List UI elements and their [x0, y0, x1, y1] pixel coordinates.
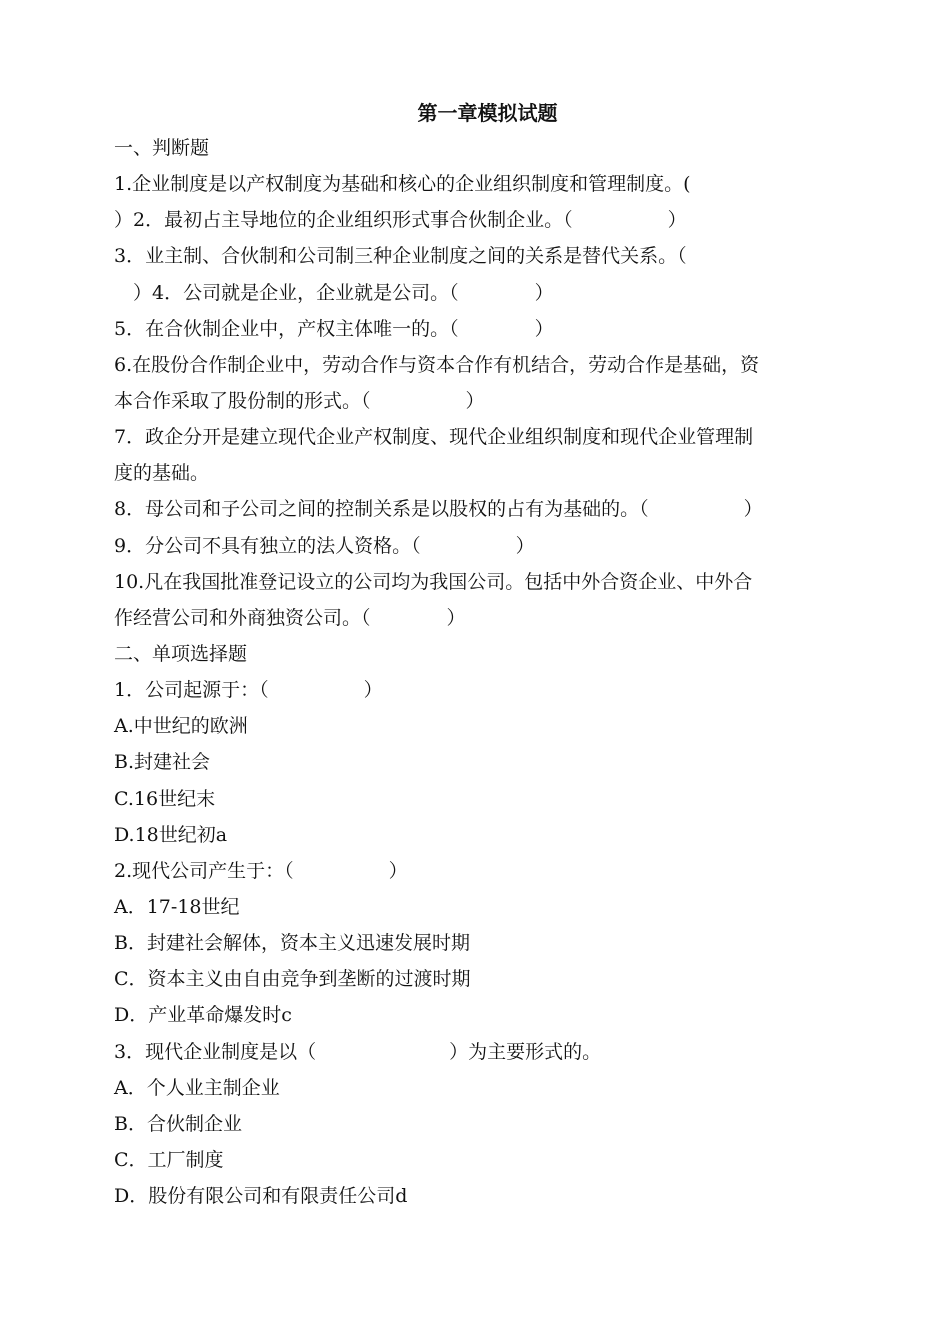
- question-line: 10.凡在我国批准登记设立的公司均为我国公司。包括中外合资企业、中外合: [114, 570, 753, 593]
- question-line: 2.现代公司产生于：（ ）: [114, 859, 408, 882]
- question-line: 5．在合伙制企业中，产权主体唯一的。（ ）: [114, 317, 554, 340]
- question-line: 3．现代企业制度是以（ ）为主要形式的。: [114, 1040, 602, 1063]
- question-line: 1.企业制度是以产权制度为基础和核心的企业组织制度和管理制度。(: [114, 173, 691, 196]
- question-line: ）2．最初占主导地位的企业组织形式事合伙制企业。（ ）: [114, 209, 687, 232]
- question-line: 1．公司起源于：（ ）: [114, 679, 383, 702]
- answer-option: B.封建社会: [114, 751, 211, 774]
- answer-option: B．封建社会解体，资本主义迅速发展时期: [114, 932, 470, 955]
- question-line: 7．政企分开是建立现代企业产权制度、现代企业组织制度和现代企业管理制: [114, 426, 754, 449]
- question-line: ）4．公司就是企业，企业就是公司。（ ）: [114, 281, 554, 304]
- answer-option: A．个人业主制企业: [114, 1076, 280, 1099]
- answer-option: B．合伙制企业: [114, 1112, 242, 1135]
- answer-option: C.16世纪末: [114, 787, 216, 810]
- question-line: 9．分公司不具有独立的法人资格。（ ）: [114, 534, 535, 557]
- question-line: 8．母公司和子公司之间的控制关系是以股权的占有为基础的。（ ）: [114, 498, 763, 521]
- page-title: 第一章模拟试题: [417, 101, 558, 125]
- answer-option: D．产业革命爆发时c: [114, 1004, 292, 1027]
- answer-option: A．17-18世纪: [114, 895, 240, 918]
- section-heading-true-false: 一、判断题: [114, 137, 210, 159]
- question-line: 度的基础。: [114, 462, 210, 485]
- answer-option: C．工厂制度: [114, 1148, 224, 1171]
- question-line: 本合作采取了股份制的形式。（ ）: [114, 389, 485, 412]
- section-heading-single-choice: 二、单项选择题: [114, 642, 248, 665]
- answer-option: D．股份有限公司和有限责任公司d: [114, 1185, 408, 1208]
- exam-body: [114, 130, 864, 1214]
- question-line: 3．业主制、合伙制和公司制三种企业制度之间的关系是替代关系。（: [114, 245, 687, 268]
- question-line: 6.在股份合作制企业中，劳动合作与资本合作有机结合，劳动合作是基础，资: [114, 353, 760, 376]
- answer-option: D.18世纪初a: [114, 823, 228, 846]
- answer-option: C．资本主义由自由竞争到垄断的过渡时期: [114, 968, 471, 991]
- question-line: 作经营公司和外商独资公司。（ ）: [114, 606, 466, 629]
- answer-option: A.中世纪的欧洲: [114, 715, 248, 738]
